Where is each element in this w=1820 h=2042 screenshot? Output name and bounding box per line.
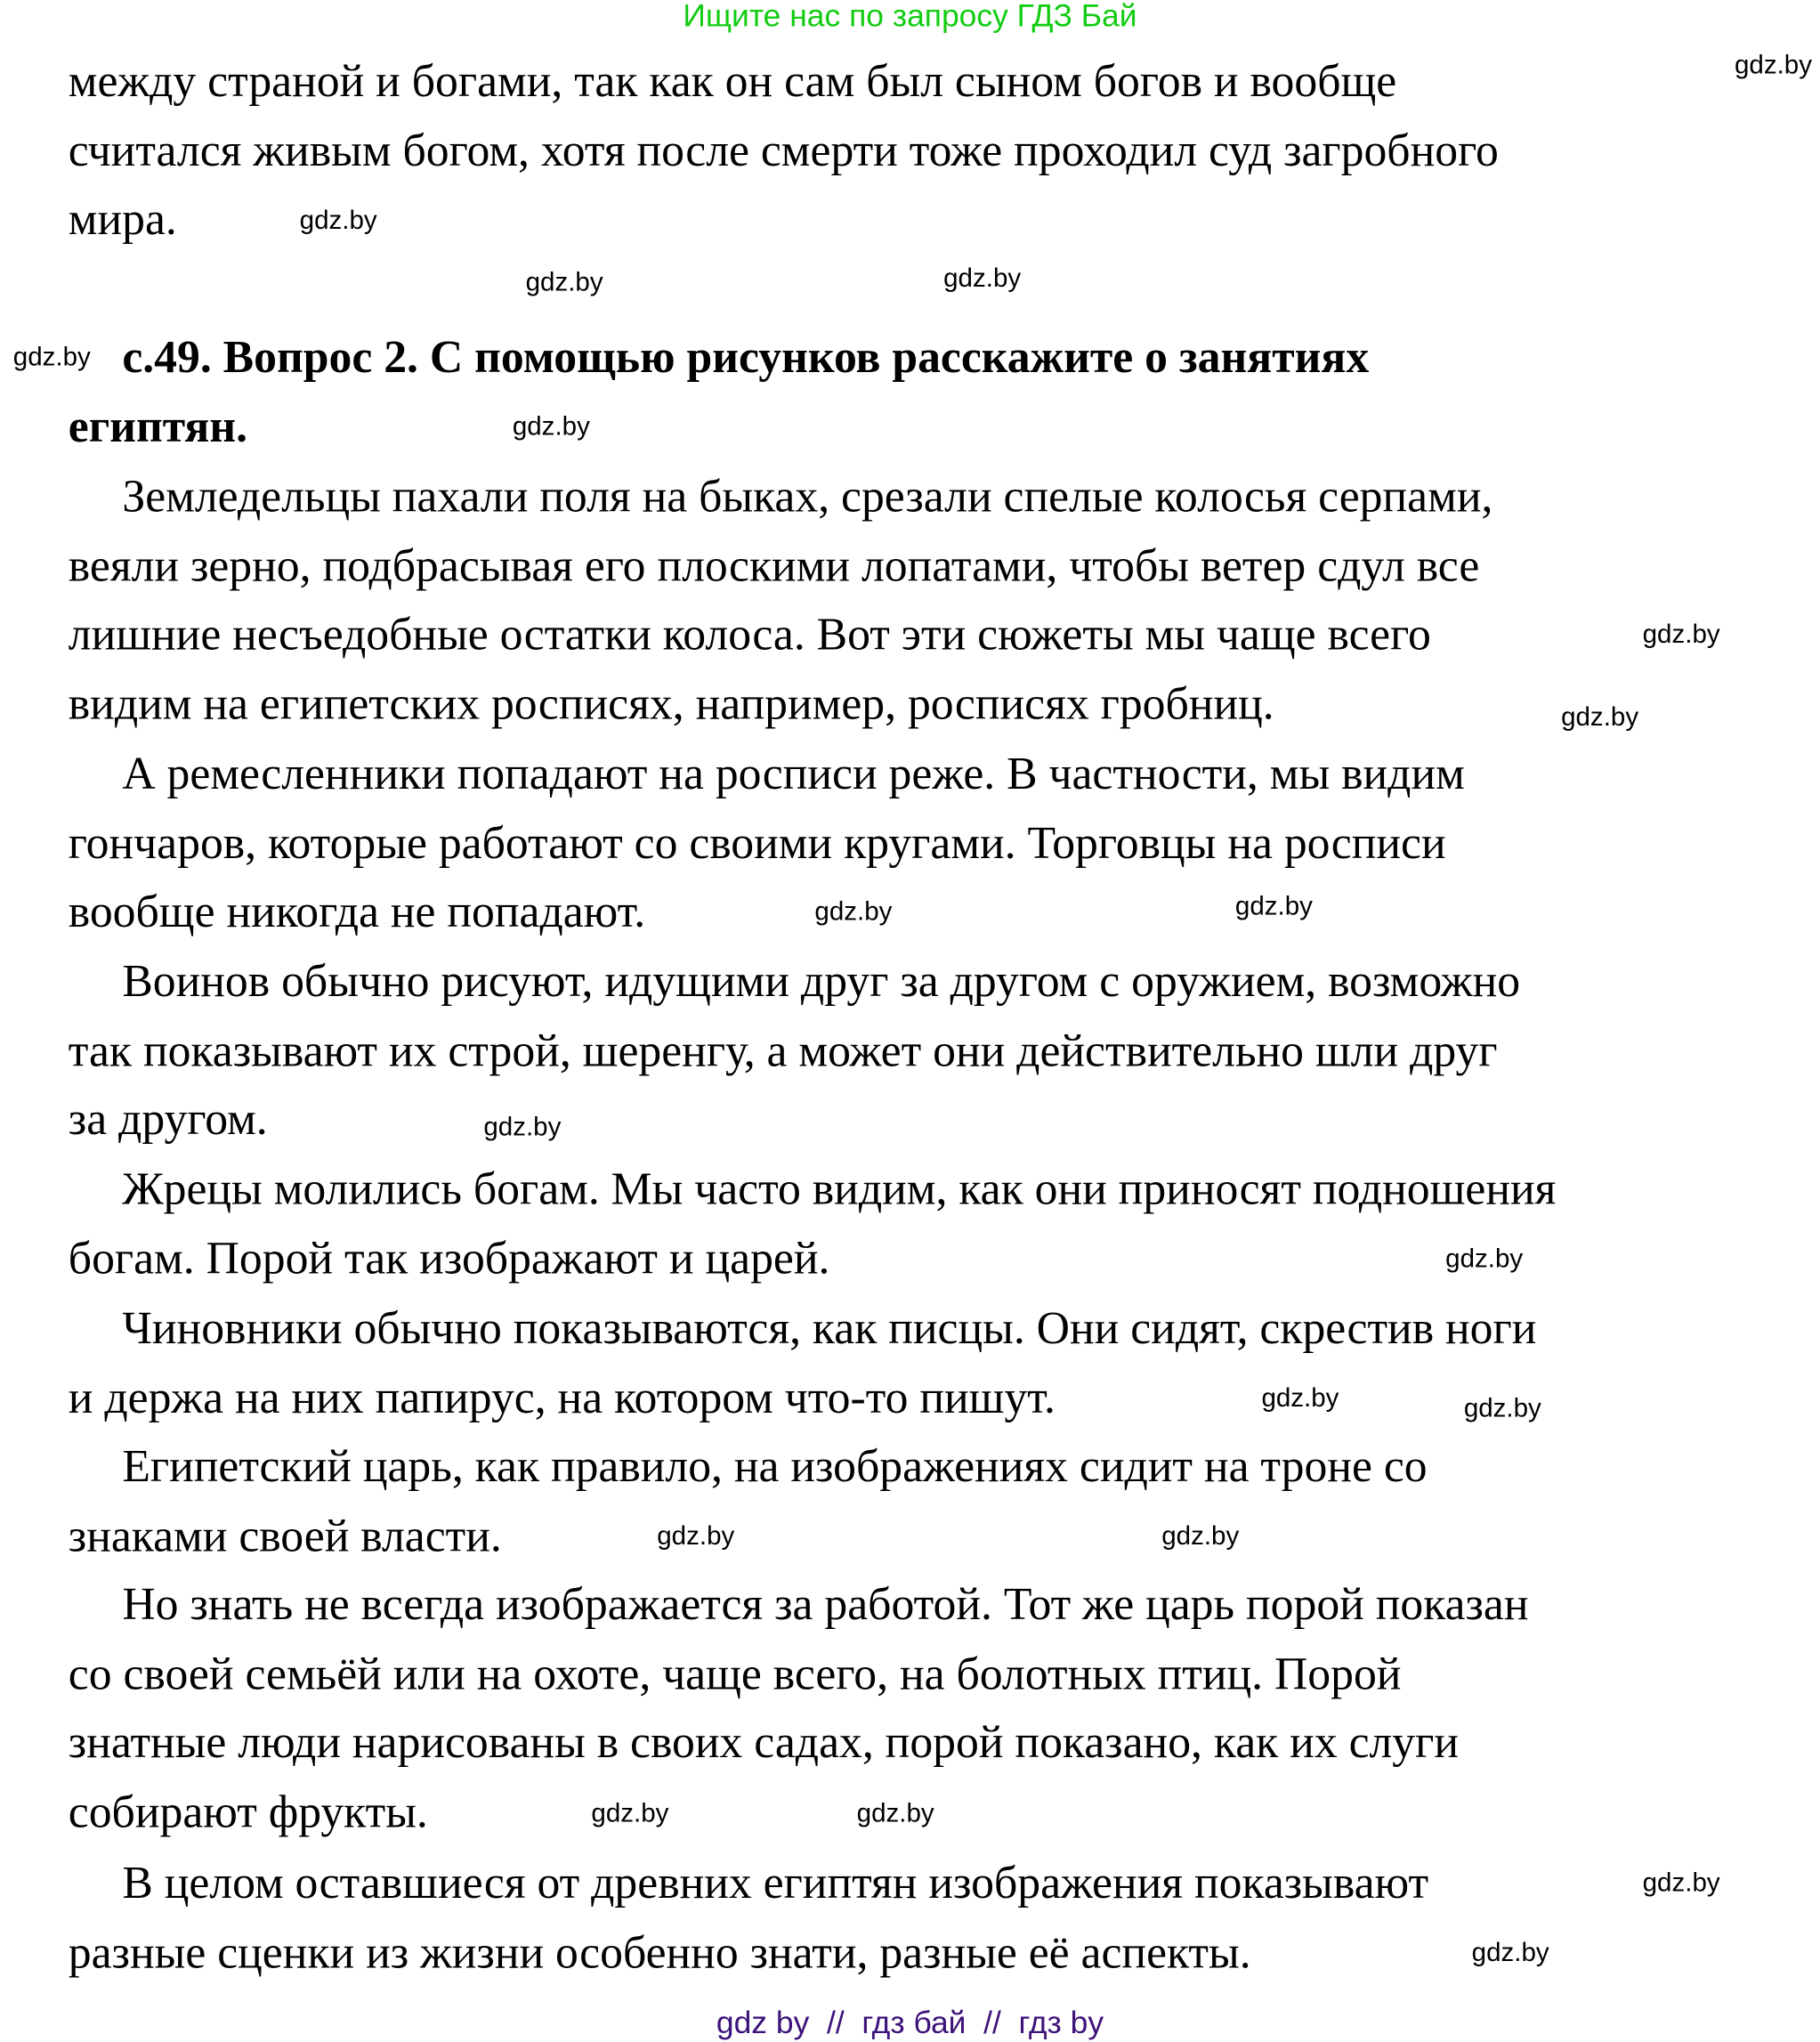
paragraph-line: и держа на них папирус, на котором что-то пишут.	[68, 1372, 1056, 1423]
question-heading-line: египтян.	[68, 400, 248, 452]
watermark-text: gdz.by	[1561, 702, 1639, 733]
paragraph-line: Но знать не всегда изображается за работой. Тот же царь порой показан	[122, 1578, 1529, 1630]
paragraph-line: между страной и богами, так как он сам был сыном богов и вообще	[68, 55, 1397, 107]
watermark-text: gdz.by	[1234, 892, 1313, 922]
watermark-text: gdz.by	[856, 1799, 934, 1828]
paragraph-line: вообще никогда не попадают.	[68, 886, 646, 938]
watermark-text: gdz.by	[1642, 1868, 1720, 1899]
paragraph-line: лишние несъедобные остатки колоса. Вот эти сюжеты мы чаще всего	[68, 609, 1431, 660]
watermark-text: gdz.by	[12, 343, 91, 372]
watermark-text: gdz.by	[483, 1113, 562, 1143]
watermark-text: gdz.by	[299, 206, 377, 236]
watermark-text: gdz.by	[525, 268, 603, 297]
watermark-text: gdz.by	[1161, 1521, 1240, 1552]
paragraph-line: веяли зерно, подбрасывая его плоскими лопатами, чтобы ветер сдул все	[68, 539, 1480, 591]
paragraph-line: разные сценки из жизни особенно знати, разные её аспекты.	[68, 1926, 1251, 1978]
paragraph-line: за другом.	[68, 1094, 268, 1146]
paragraph-line: А ремесленники попадают на росписи реже. В частности, мы видим	[122, 748, 1465, 799]
paragraph-line: видим на египетских росписях, например, росписях гробниц.	[68, 678, 1274, 730]
paragraph-line: мира.	[68, 193, 177, 246]
watermark-text: gdz.by	[1734, 51, 1813, 81]
watermark-text: gdz.by	[814, 897, 893, 927]
watermark-text: gdz.by	[1642, 620, 1720, 650]
paragraph-line: знаками своей власти.	[68, 1510, 502, 1561]
paragraph-line: гончаров, которые работают со своими кругами. Торговцы на росписи	[68, 816, 1446, 869]
paragraph-line: со своей семьёй или на охоте, чаще всего, на болотных птиц. Порой	[68, 1648, 1402, 1699]
watermark-text: gdz.by	[1445, 1244, 1524, 1274]
watermark-text: gdz.by	[657, 1521, 735, 1552]
footer-links[interactable]: gdz by // гдз бай // гдз by	[716, 2006, 1104, 2042]
paragraph-line: Жрецы молились богам. Мы часто видим, как они приносят подношения	[122, 1163, 1557, 1215]
watermark-text: gdz.by	[591, 1799, 669, 1828]
paragraph-line: В целом оставшиеся от древних египтян изображения показывают	[122, 1857, 1429, 1908]
paragraph-line: собирают фрукты.	[68, 1786, 428, 1838]
watermark-text: gdz.by	[1261, 1383, 1339, 1414]
paragraph-line: Земледельцы пахали поля на быках, срезали спелые колосья серпами,	[122, 470, 1493, 523]
paragraph-line: Чиновники обычно показываются, как писцы. Они сидят, скрестив ноги	[122, 1302, 1537, 1354]
paragraph-line: богам. Порой так изображают и царей.	[68, 1232, 830, 1284]
paragraph-line: знатные люди нарисованы в своих садах, порой показано, как их слуги	[68, 1716, 1460, 1769]
watermark-text: gdz.by	[943, 263, 1022, 294]
watermark-text: gdz.by	[1463, 1394, 1541, 1424]
question-heading-line: с.49. Вопрос 2. С помощью рисунков расскажите о занятиях	[122, 331, 1370, 383]
paragraph-line: Египетский царь, как правило, на изображениях сидит на троне со	[122, 1440, 1428, 1492]
paragraph-line: Воинов обычно рисуют, идущими друг за другом с оружием, возможно	[122, 955, 1521, 1007]
search-hint-banner: Ищите нас по запросу ГДЗ Бай	[683, 0, 1137, 35]
watermark-text: gdz.by	[512, 412, 590, 442]
paragraph-line: считался живым богом, хотя после смерти тоже проходил суд загробного	[68, 124, 1499, 176]
watermark-text: gdz.by	[1471, 1938, 1549, 1968]
paragraph-line: так показывают их строй, шеренгу, а может они действительно шли друг	[68, 1025, 1498, 1076]
